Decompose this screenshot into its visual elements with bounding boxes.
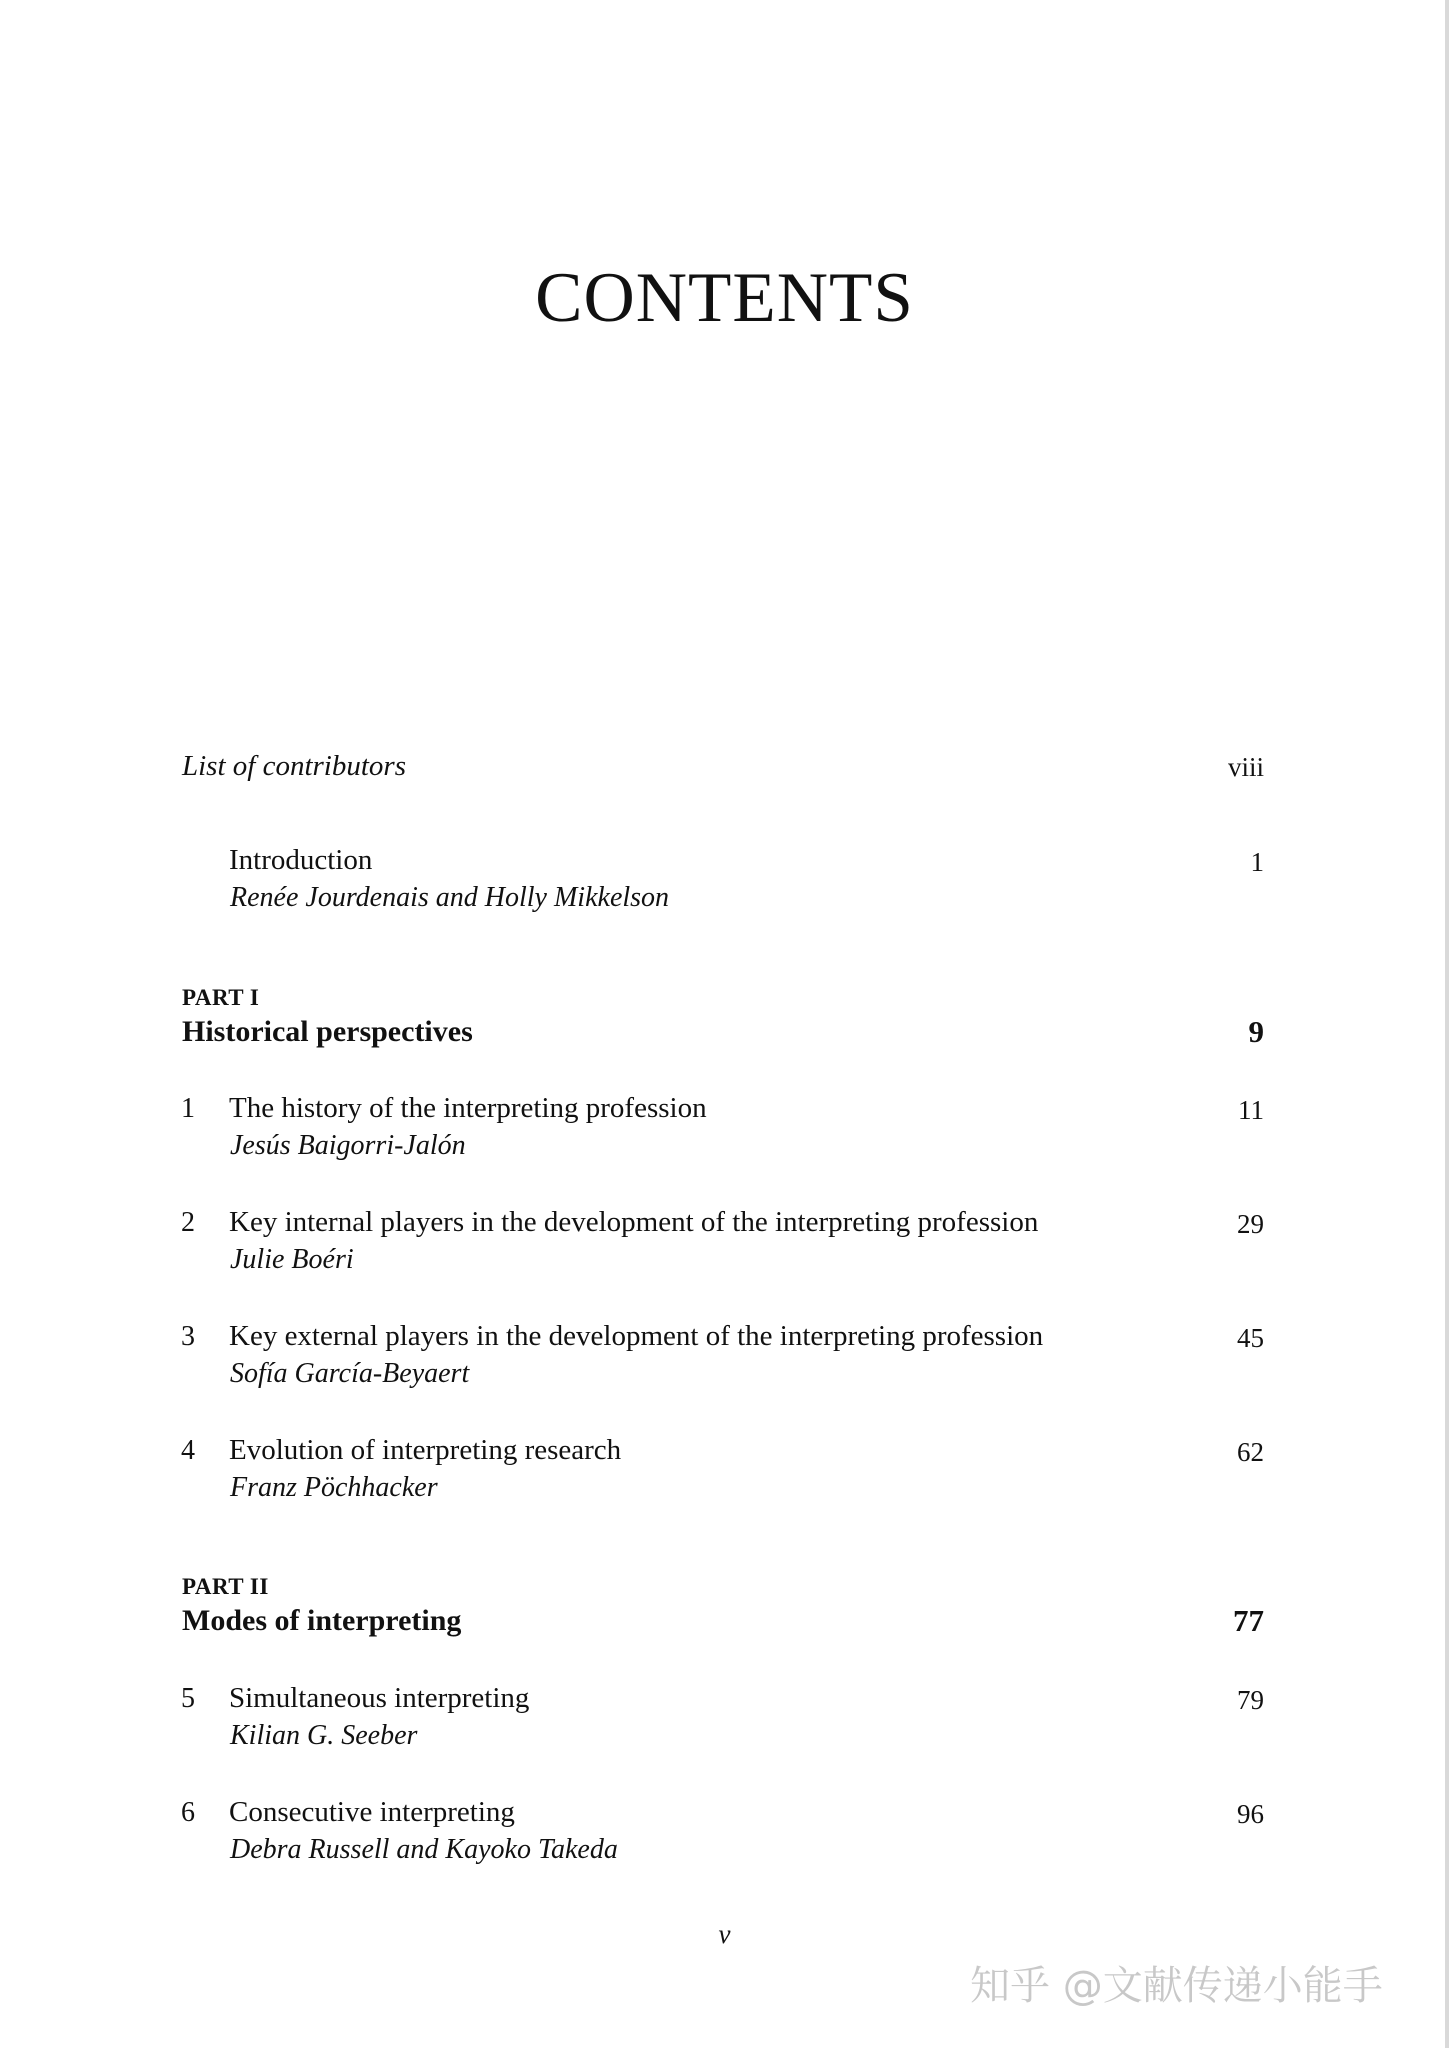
part-label: PART I [182, 985, 260, 1010]
chapter-author: Julie Boéri [230, 1244, 354, 1275]
chapter-title[interactable]: Simultaneous interpreting [229, 1682, 530, 1714]
page-title: CONTENTS [535, 259, 914, 337]
page-folio: v [718, 1919, 731, 1949]
part-title[interactable]: Historical perspectives [182, 1015, 473, 1048]
chapter-author: Debra Russell and Kayoko Takeda [230, 1834, 618, 1865]
chapter-page-number: 62 [1237, 1437, 1264, 1467]
toc-entry-list-of-contributors[interactable]: List of contributors [182, 750, 406, 782]
chapter-number: 3 [181, 1321, 195, 1352]
chapter-page-number: 11 [1238, 1095, 1264, 1125]
chapter-title[interactable]: Consecutive interpreting [229, 1796, 515, 1828]
chapter-number: 2 [181, 1207, 195, 1238]
watermark: 知乎 @文献传递小能手 [970, 1963, 1383, 2009]
chapter-author: Jesús Baigorri-Jalón [230, 1130, 466, 1161]
chapter-title[interactable]: Key external players in the development of the interpreting profession [229, 1320, 1044, 1352]
toc-entry-author: Renée Jourdenais and Holly Mikkelson [230, 882, 670, 913]
chapter-number: 5 [181, 1683, 195, 1714]
chapter-page-number: 45 [1237, 1323, 1264, 1353]
chapter-author: Kilian G. Seeber [230, 1720, 418, 1751]
chapter-author: Franz Pöchhacker [230, 1472, 438, 1503]
chapter-number: 4 [181, 1435, 195, 1466]
chapter-number: 1 [181, 1093, 195, 1124]
chapter-title[interactable]: Evolution of interpreting research [229, 1434, 622, 1466]
chapter-page-number: 96 [1237, 1799, 1264, 1829]
part-title[interactable]: Modes of interpreting [182, 1604, 462, 1637]
chapter-author: Sofía García-Beyaert [230, 1358, 470, 1389]
chapter-title[interactable]: Key internal players in the development of the interpreting profession [229, 1206, 1039, 1238]
toc-page-number: 1 [1250, 847, 1264, 877]
toc-entry-introduction[interactable]: Introduction [229, 844, 373, 876]
chapter-number: 6 [181, 1797, 195, 1828]
toc-page-number: viii [1228, 752, 1265, 782]
part-label: PART II [182, 1574, 269, 1599]
part-page-number: 77 [1233, 1603, 1264, 1638]
chapter-page-number: 29 [1237, 1209, 1264, 1239]
chapter-page-number: 79 [1237, 1685, 1264, 1715]
chapter-title[interactable]: The history of the interpreting profession [229, 1092, 707, 1124]
part-page-number: 9 [1248, 1014, 1264, 1049]
